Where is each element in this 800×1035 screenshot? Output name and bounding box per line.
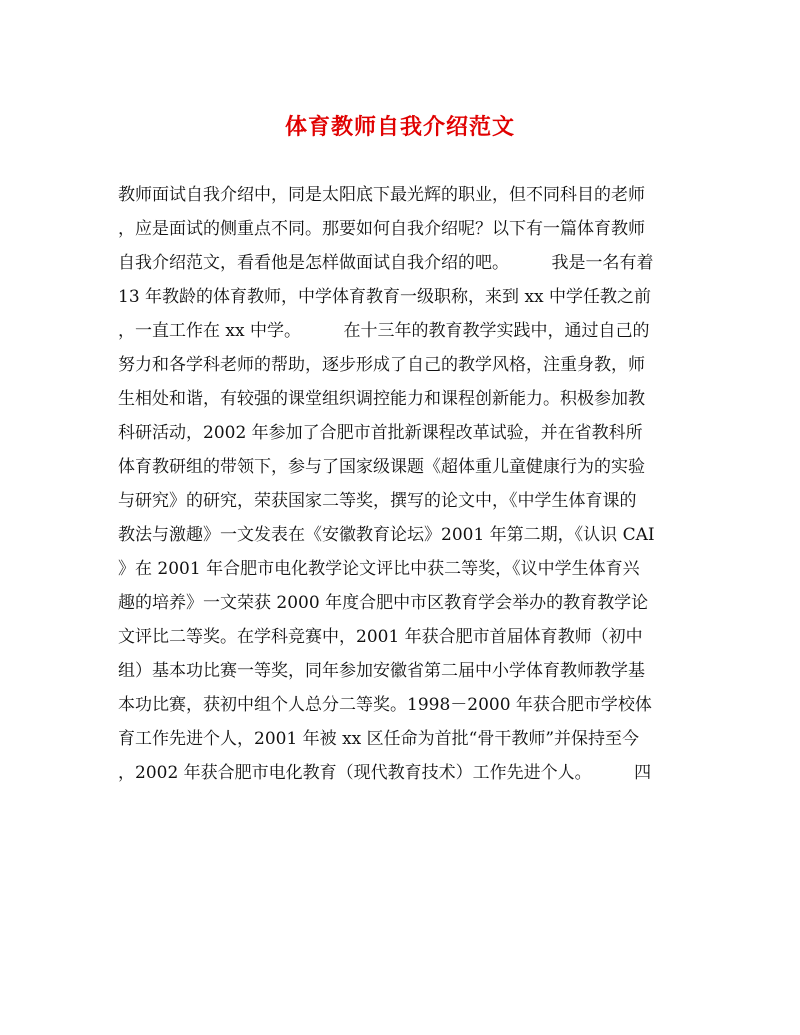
body-line: ，应是面试的侧重点不同。那要如何自我介绍呢？以下有一篇体育教师 <box>118 219 645 239</box>
body-line: 自我介绍范文，看看他是怎样做面试自我介绍的吧。 我是一名有着 <box>118 253 654 273</box>
body-line: 体育教研组的带领下，参与了国家级课题《超体重儿童健康行为的实验 <box>118 457 645 477</box>
body-line: 组）基本功比赛一等奖，同年参加安徽省第二届中小学体育教师教学基 <box>118 661 645 681</box>
body-line: 科研活动，2002 年参加了合肥市首批新课程改革试验，并在省教科所 <box>118 423 643 443</box>
body-line: 生相处和谐，有较强的课堂组织调控能力和课程创新能力。积极参加教 <box>118 389 645 409</box>
body-line: 育工作先进个人，2001 年被 xx 区任命为首批“骨干教师”并保持至今 <box>118 729 640 749</box>
body-line: 努力和各学科老师的帮助，逐步形成了自己的教学风格，注重身教，师 <box>118 355 645 375</box>
body-line: 与研究》的研究，荣获国家二等奖，撰写的论文中，《中学生体育课的 <box>118 491 637 511</box>
body-line: 13 年教龄的体育教师，中学体育教育一级职称，来到 xx 中学任教之前 <box>118 287 652 307</box>
body-line: 文评比二等奖。在学科竞赛中，2001 年获合肥市首届体育教师（初中 <box>118 627 643 647</box>
body-line: 》在 2001 年合肥市电化教学论文评比中获二等奖，《议中学生体育兴 <box>118 559 640 579</box>
body-line: ，2002 年获合肥市电化教育（现代教育技术）工作先进个人。 四 <box>118 763 652 783</box>
body-line: 趣的培养》一文荣获 2000 年度合肥中市区教育学会举办的教育教学论 <box>118 593 649 613</box>
body-line: 本功比赛，获初中组个人总分二等奖。1998－2000 年获合肥市学校体 <box>118 695 652 715</box>
document-title: 体育教师自我介绍范文 <box>284 114 515 140</box>
body-line: 教师面试自我介绍中，同是太阳底下最光辉的职业，但不同科目的老师 <box>118 185 645 205</box>
document-body <box>118 178 688 790</box>
body-line: ，一直工作在 xx 中学。 在十三年的教育教学实践中，通过自己的 <box>118 321 650 341</box>
body-line: 教法与激趣》一文发表在《安徽教育论坛》2001 年第二期，《认识 CAI <box>118 525 655 545</box>
